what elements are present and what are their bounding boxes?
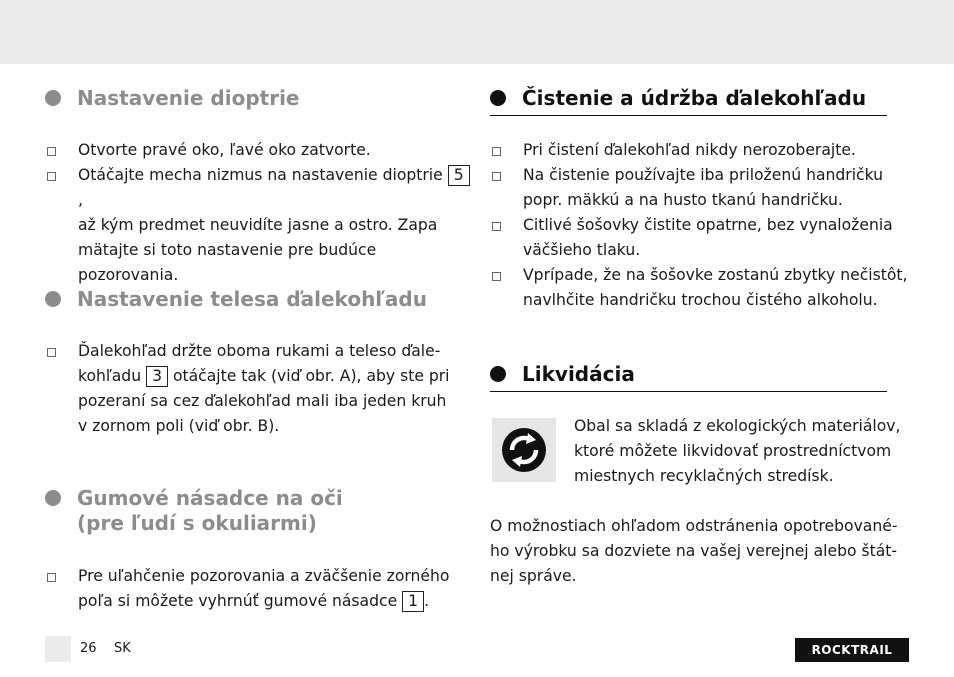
page-number: 26 xyxy=(80,641,97,656)
bullet-square-icon xyxy=(47,348,56,357)
list-item: Ďalekohľad držte oboma rukami a teleso ďale- kohľadu 3 otáčajte tak (viď obr. A), aby ste pri pozeraní sa cez ďalekohľad mali iba jeden kruh v zornom poli (viď obr. B). xyxy=(78,339,473,439)
part-number-badge: 3 xyxy=(146,366,168,387)
heading-diopter xyxy=(45,86,300,111)
heading-eyecups: Gumové násadce na oči (pre ľudí s okuliarmi) xyxy=(45,486,343,536)
bullet-square-icon xyxy=(47,147,56,156)
part-number-badge: 1 xyxy=(402,591,424,612)
recycling-text: Obal sa skladá z ekologických materiálov, ktoré môžete likvidovať prostredníctvom miestnych recyklačných stredísk. xyxy=(574,417,901,485)
brand-logo: ROCKTRAIL xyxy=(795,638,909,662)
list-item: Vprípade, že na šošovke zostanú zbytky nečistôt, navlhčite handričku trochou čistého alkoholu. xyxy=(523,263,923,313)
bullet-square-icon xyxy=(492,272,501,281)
bullet-dot xyxy=(45,490,61,506)
bullet-square-icon xyxy=(492,147,501,156)
language-code: SK xyxy=(114,641,131,656)
bullet-dot xyxy=(45,90,61,106)
part-number-badge: 5 xyxy=(448,165,470,186)
list-item: Otvorte pravé oko, ľavé oko zatvorte. xyxy=(78,138,468,163)
bullet-square-icon xyxy=(47,573,56,582)
top-bar xyxy=(0,0,954,64)
footer-marker xyxy=(45,636,71,662)
heading-binocular-body: Nastavenie telesa ďalekohľadu xyxy=(45,287,427,312)
list-item: Citlivé šošovky čistite opatrne, bez vynaloženia väčšieho tlaku. xyxy=(523,213,923,263)
heading-underline xyxy=(490,115,887,116)
bullet-dot xyxy=(490,366,506,382)
heading-disposal: Likvidácia xyxy=(490,362,635,387)
bullet-dot xyxy=(45,291,61,307)
disposal-text: O možnostiach ohľadom odstránenia opotrebované- ho výrobku sa dozviete na vašej verejnej alebo štát- nej správe. xyxy=(490,517,898,585)
bullet-square-icon xyxy=(492,222,501,231)
list-item: Pri čistení ďalekohľad nikdy nerozoberajte. xyxy=(523,138,923,163)
list-item: Na čistenie používajte iba priloženú handričku popr. mäkkú a na husto tkanú handričku. xyxy=(523,163,923,213)
bullet-square-icon xyxy=(47,172,56,181)
heading-diopter-text: Nastavenie dioptrie xyxy=(77,86,300,110)
bullet-dot xyxy=(490,90,506,106)
heading-underline xyxy=(490,391,887,392)
bullet-square-icon xyxy=(492,172,501,181)
heading-cleaning: Čistenie a údržba ďalekohľadu xyxy=(490,86,866,111)
list-item: Pre uľahčenie pozorovania a zväčšenie zorného poľa si môžete vyhrnúť gumové násadce 1 . xyxy=(78,564,473,614)
list-item: Otáčajte mecha nizmus na nastavenie dioptrie 5, až kým predmet neuvidíte jasne a ostro. Zapa mätajte si toto nastavenie pre budúce pozorovania. xyxy=(78,163,473,288)
recycling-green-dot-icon xyxy=(492,418,556,482)
